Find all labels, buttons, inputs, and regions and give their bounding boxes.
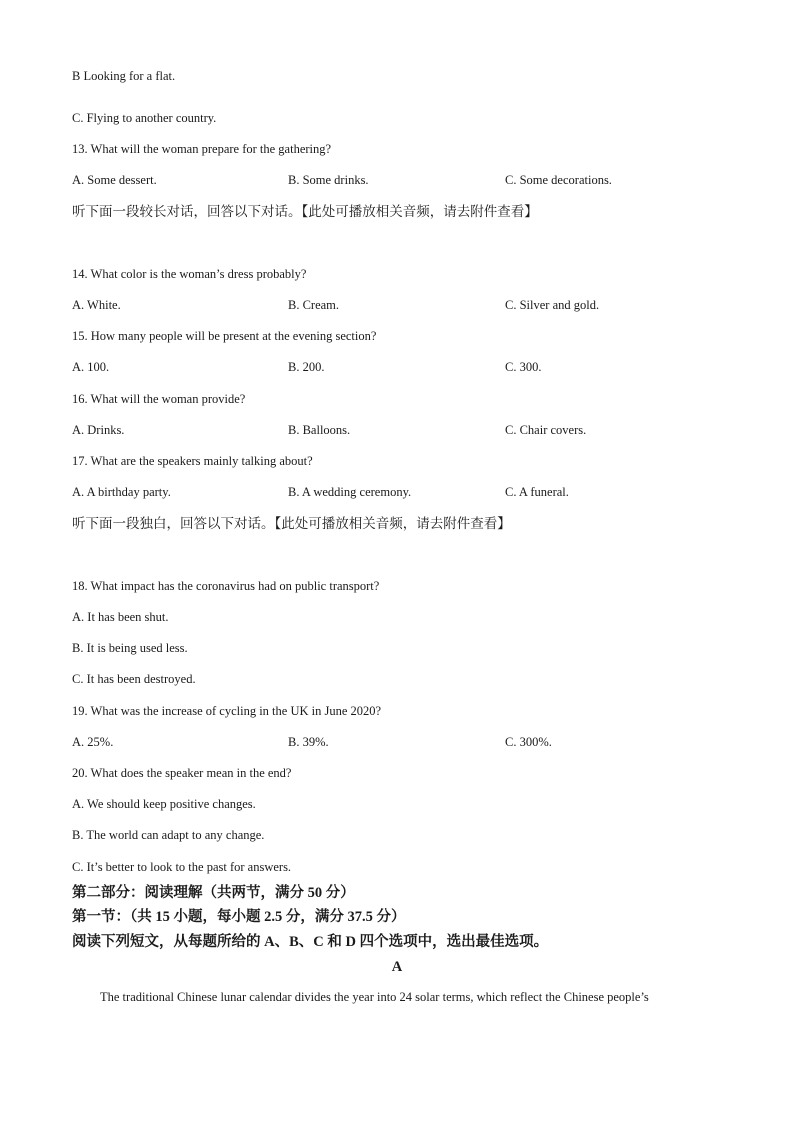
- q16-option-a: A. Drinks.: [72, 423, 125, 437]
- q12-option-c: C. Flying to another country.: [72, 111, 217, 125]
- q18-question: 18. What impact has the coronavirus had on public transport?: [72, 579, 380, 593]
- q16-option-b: B. Balloons.: [288, 423, 351, 437]
- q13-option-a: A. Some dessert.: [72, 173, 157, 187]
- q14-question: 14. What color is the woman’s dress probably?: [72, 267, 307, 281]
- q20-option-c: C. It’s better to look to the past for answers.: [72, 860, 292, 874]
- q13-option-b: B. Some drinks.: [288, 173, 369, 187]
- q19-option-b: B. 39%.: [288, 735, 329, 749]
- reading-instruction: 阅读下列短文，从每题所给的 A、B、C 和 D 四个选项中，选出最佳选项。: [72, 934, 549, 950]
- instruction-long-dialogue: 听下面一段较长对话，回答以下对话。【此处可播放相关音频，请去附件查看】: [72, 204, 538, 219]
- passage-first-line: The traditional Chinese lunar calendar divides the year into 24 solar terms, which reflect the Chinese people’s: [100, 990, 649, 1004]
- q19-option-c: C. 300%.: [505, 735, 552, 749]
- section1-title: 第一节：（共 15 小题，每小题 2.5 分，满分 37.5 分）: [72, 909, 406, 925]
- passage-label: A: [391, 959, 403, 975]
- q15-option-b: B. 200.: [288, 360, 325, 374]
- q17-option-c: C. A funeral.: [505, 485, 569, 499]
- q17-question: 17. What are the speakers mainly talking about?: [72, 454, 313, 468]
- q12-option-b: B Looking for a flat.: [72, 69, 176, 83]
- q13-question: 13. What will the woman prepare for the gathering?: [72, 142, 332, 156]
- part2-title: 第二部分：阅读理解（共两节，满分 50 分）: [72, 885, 355, 901]
- q19-question: 19. What was the increase of cycling in the UK in June 2020?: [72, 704, 382, 718]
- q15-question: 15. How many people will be present at the evening section?: [72, 329, 377, 343]
- q17-option-a: A. A birthday party.: [72, 485, 171, 499]
- q18-option-a: A. It has been shut.: [72, 610, 169, 624]
- q20-option-a: A. We should keep positive changes.: [72, 797, 256, 811]
- q15-option-c: C. 300.: [505, 360, 542, 374]
- q16-option-c: C. Chair covers.: [505, 423, 587, 437]
- q20-option-b: B. The world can adapt to any change.: [72, 828, 265, 842]
- q14-option-a: A. White.: [72, 298, 121, 312]
- instruction-monologue: 听下面一段独白，回答以下对话。【此处可播放相关音频，请去附件查看】: [72, 516, 511, 531]
- q15-option-a: A. 100.: [72, 360, 110, 374]
- q16-question: 16. What will the woman provide?: [72, 392, 246, 406]
- q13-option-c: C. Some decorations.: [505, 173, 612, 187]
- q20-question: 20. What does the speaker mean in the end?: [72, 766, 292, 780]
- q14-option-c: C. Silver and gold.: [505, 298, 600, 312]
- q18-option-c: C. It has been destroyed.: [72, 672, 196, 686]
- q19-option-a: A. 25%.: [72, 735, 114, 749]
- q14-option-b: B. Cream.: [288, 298, 340, 312]
- q18-option-b: B. It is being used less.: [72, 641, 188, 655]
- q17-option-b: B. A wedding ceremony.: [288, 485, 412, 499]
